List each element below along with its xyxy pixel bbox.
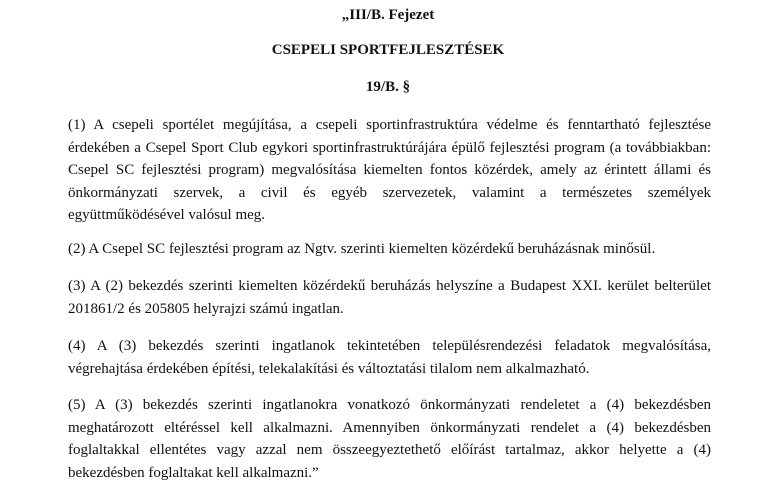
paragraph-2: (2) A Csepel SC fejlesztési program az Ngtv. szerinti kiemelten közérdekű beruházásnak minősül. [68, 241, 656, 257]
section-heading: 19/B. § [365, 79, 411, 95]
paragraph-3: (3) A (2) bekezdés szerinti kiemelten közérdekű beruházás helyszíne a Budapest XXI. kerület belterület 201861/2 és 205805 helyrajzi számú ingatlan. [68, 278, 711, 317]
chapter-title: CSEPELI SPORTFEJLESZTÉSEK [271, 42, 505, 58]
chapter-heading: „III/B. Fejezet [341, 7, 435, 23]
paragraph-5: (5) A (3) bekezdés szerinti ingatlanokra vonatkozó önkormányzati rendeletet a (4) bekezdésben meghatározott eltéréssel kell alkalmazni. Amennyiben önkormányzati rendelet a (4) bekezdésben foglaltakkal ellentétes vagy azzal nem összeegyeztethető előírást tartalmaz, akkor helyette a (4) bekezdésben foglaltakat kell alkalmazni.” [68, 397, 711, 481]
paragraph-1: (1) A csepeli sportélet megújítása, a csepeli sportinfrastruktúra védelme és fenntartható fejlesztése érdekében a Csepel Sport Club egykori sportinfrastruktúrájára épülő fejlesztési program (a továbbiakban: Csepel SC fejlesztési program) megvalósítása kiemelten fontos közérdek, amely az érintett állami és önkormányzati szervek, a civil és egyéb szervezetek, valamint a természetes személyek együttműködésével valósul meg. [68, 117, 711, 224]
paragraph-4: (4) A (3) bekezdés szerinti ingatlanok tekintetében településrendezési feladatok megvalósítása, végrehajtása érdekében építési, telekalakítási és változtatási tilalom nem alkalmazható. [68, 338, 711, 377]
